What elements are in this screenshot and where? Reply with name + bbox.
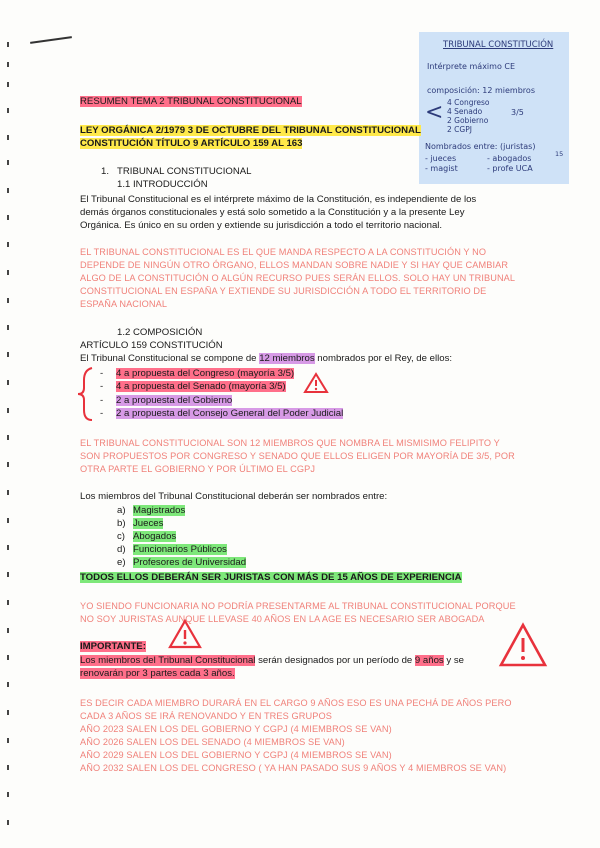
sticky-item: 2 Gobierno (447, 116, 489, 125)
sticky-item: - jueces (425, 154, 457, 163)
composition-item: 2 a propuesta del Consejo General del Poder Judicial (116, 408, 344, 419)
note-line: AÑO 2029 SALEN LOS DEL GOBIERNO Y CGPJ (4 MIEMBROS SE VAN) (80, 750, 392, 760)
sticky-col2 (487, 154, 533, 174)
list-letter: b) (117, 518, 126, 529)
list-letter: a) (117, 505, 126, 516)
composition-item: 4 a propuesta del Congreso (mayoría 3/5) (116, 368, 295, 379)
members-intro: Los miembros del Tribunal Constitucional deberán ser nombrados entre: (80, 491, 388, 502)
jurists-requirement: TODOS ELLOS DEBERÁN SER JURISTAS CON MÁS DE 15 AÑOS DE EXPERIENCIA (80, 572, 462, 583)
list-letter: c) (117, 531, 125, 542)
law-heading: LEY ORGÁNICA 2/1979 3 DE OCTUBRE DEL TRIBUNAL CONSTITUCIONAL (80, 125, 421, 136)
warning-icon (498, 622, 548, 668)
member-type: Magistrados (133, 505, 186, 516)
sticky-ratio2: 15 (555, 150, 564, 158)
note-line: CONSTITUCIONAL EN ESPAÑA Y EXTIENDE SU JURISDICCIÓN A TODO EL TERRITORIO DE (80, 286, 487, 296)
page-title: RESUMEN TEMA 2 TRIBUNAL CONSTITUCIONAL (80, 96, 302, 107)
list-bullet: - (100, 368, 104, 379)
member-type: Funcionarios Públicos (133, 544, 227, 555)
note-line: SON PROPUESTOS POR CONGRESO Y SENADO QUE ELLOS ELIGEN POR MAYORÍA DE 3/5, POR (80, 451, 515, 461)
brace-mark (76, 366, 96, 422)
pen-mark (30, 36, 72, 44)
sticky-ratio: 3/5 (511, 108, 524, 117)
list-bullet: - (100, 381, 104, 392)
note-line: YO SIENDO FUNCIONARIA NO PODRÍA PRESENTARME AL TRIBUNAL CONSTITUCIONAL PORQUE (80, 601, 516, 611)
sticky-line: composición: 12 miembros (427, 86, 535, 95)
note-line: NO SOY JURISTAS AUNQUE LLEVASE 40 AÑOS EN LA AGE ES NECESARIO SER ABOGADA (80, 614, 485, 624)
article-heading: ARTÍCULO 159 CONSTITUCIÓN (80, 340, 223, 351)
sticky-line: Nombrados entre: (juristas) (425, 142, 536, 151)
composition-intro: El Tribunal Constitucional se compone de 12 miembros nombrados por el Rey, de ellos: (80, 353, 453, 364)
note-line: AÑO 2032 SALEN LOS DEL CONGRESO ( YA HAN PASADO SUS 9 AÑOS Y 4 MIEMBROS SE VAN) (80, 763, 507, 773)
note-line: AÑO 2026 SALEN LOS DEL SENADO (4 MIEMBROS SE VAN) (80, 737, 345, 747)
term-paragraph-line: renovarán por 3 partes cada 3 años. (80, 668, 235, 679)
note-line: ES DECIR CADA MIEMBRO DURARÁ EN EL CARGO 9 AÑOS ESO ES UNA PECHÁ DE AÑOS PERO (80, 698, 512, 708)
sticky-item: 4 Senado (447, 107, 483, 116)
important-label: IMPORTANTE: (80, 641, 146, 652)
subsection-title: 1.1 INTRODUCCIÓN (117, 179, 208, 190)
subsection-title: 1.2 COMPOSICIÓN (117, 327, 203, 338)
note-line: AÑO 2023 SALEN LOS DEL GOBIERNO Y CGPJ (4 MIEMBROS SE VAN) (80, 724, 392, 734)
note-line: DEPENDE DE NINGÚN OTRO ÓRGANO, ELLOS MANDAN SOBRE NADIE Y SI HAY QUE CAMBIAR (80, 260, 509, 270)
intro-paragraph-line: El Tribunal Constitucional es el intérprete máximo de la Constitución, es independiente de los (80, 194, 477, 205)
sticky-item: - abogados (487, 154, 532, 163)
note-line: EL TRIBUNAL CONSTITUCIONAL ES EL QUE MANDA RESPECTO A LA CONSTITUCIÓN Y NO (80, 247, 487, 257)
sticky-item: 2 CGPJ (447, 125, 472, 134)
list-bullet: - (100, 408, 104, 419)
composition-item: 2 a propuesta del Gobierno (116, 395, 233, 406)
law-heading: CONSTITUCIÓN TÍTULO 9 ARTÍCULO 159 AL 163 (80, 138, 303, 149)
note-line: ESPAÑA NACIONAL (80, 299, 168, 309)
sticky-note (419, 32, 569, 184)
composition-item: 4 a propuesta del Senado (mayoría 3/5) (116, 381, 286, 392)
term-paragraph: Los miembros del Tribunal Constitucional serán designados por un período de 9 años y se (80, 655, 464, 666)
member-type: Abogados (133, 531, 177, 542)
warning-icon (168, 619, 202, 649)
intro-paragraph-line: demás órganos constitucionales y está solo sometido a la Constitución y a la presente Ley (80, 207, 465, 218)
brace-icon: < (425, 100, 444, 125)
intro-paragraph-line: Orgánica. Es único en su orden y extiende su jurisdicción a todo el territorio nacional. (80, 220, 443, 231)
member-type: Profesores de Universidad (133, 557, 247, 568)
sticky-col1 (425, 154, 458, 174)
sticky-title: TRIBUNAL CONSTITUCIÓN (443, 40, 554, 50)
note-line: ALGO DE LA CONSTITUCIÓN O ALGÚN RECURSO PUES SERÁN ELLOS. SOLO HAY UN TRIBUNAL (80, 273, 516, 283)
sticky-items (447, 98, 490, 134)
section-number: 1. (101, 166, 110, 177)
sticky-item: 4 Congreso (447, 98, 490, 107)
sticky-item: - magist (425, 164, 458, 173)
list-bullet: - (100, 395, 104, 406)
sticky-item: - profe UCA (487, 164, 533, 173)
member-type: Jueces (133, 518, 164, 529)
section-title: TRIBUNAL CONSTITUCIONAL (117, 166, 252, 177)
list-letter: d) (117, 544, 126, 555)
note-line: EL TRIBUNAL CONSTITUCIONAL SON 12 MIEMBROS QUE NOMBRA EL MISMISIMO FELIPITO Y (80, 438, 500, 448)
note-line: CADA 3 AÑOS SE IRÁ RENOVANDO Y EN TRES GRUPOS (80, 711, 332, 721)
note-line: OTRA PARTE EL GOBIERNO Y POR ÚLTIMO EL CGPJ (80, 464, 316, 474)
sticky-line: Intérprete máximo CE (427, 62, 516, 71)
list-letter: e) (117, 557, 126, 568)
warning-icon (303, 372, 329, 394)
